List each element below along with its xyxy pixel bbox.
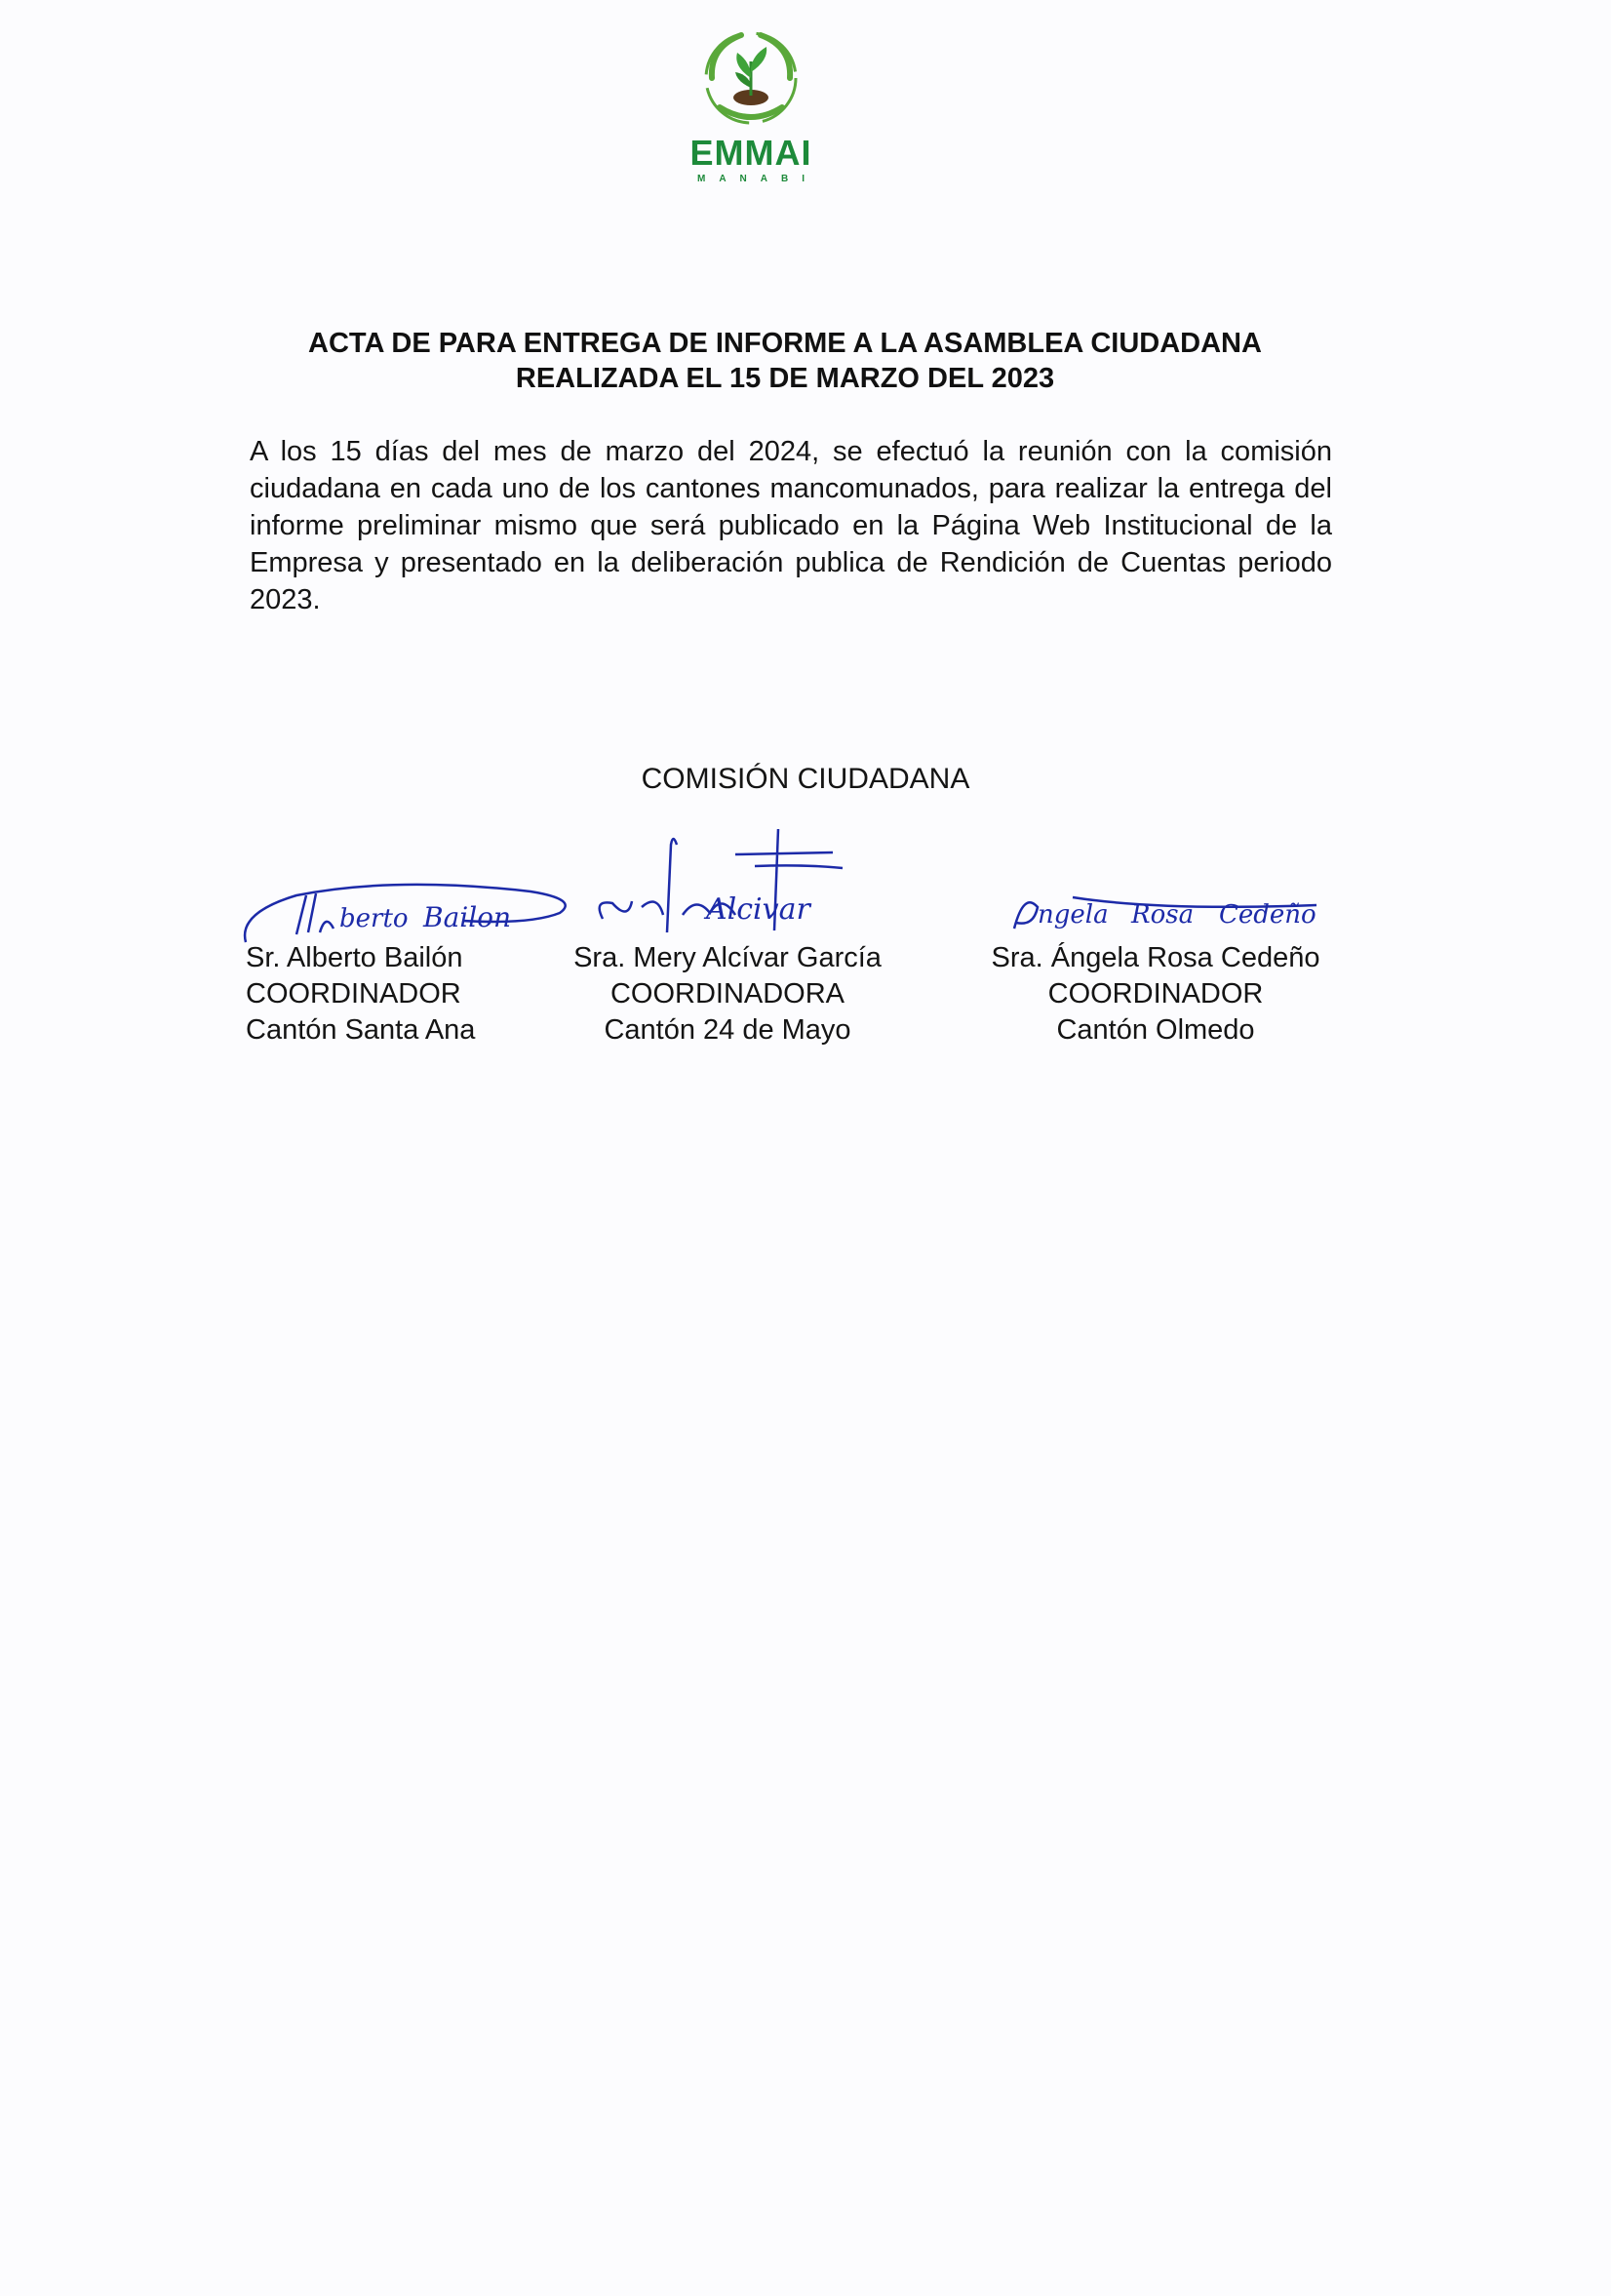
svg-text:Rosa: Rosa: [1131, 900, 1195, 930]
signer-role: COORDINADOR: [246, 978, 461, 1009]
signer-name: Sra. Ángela Rosa Cedeño: [991, 942, 1320, 973]
recycling-hands-icon: [673, 18, 829, 135]
logo-subtitle: MANABI: [697, 174, 818, 184]
emmai-logo: [673, 18, 829, 193]
committee-heading: COMISIÓN CIUDADANA: [641, 763, 970, 795]
body-paragraph: A los 15 días del mes de marzo del 2024, se efectuó la reunión con la comisión ciudadana en cada uno de los cantones mancomunados, para realizar la entrega del informe preliminar mismo que será publicado en la Página Web Institucional de la Empresa y presentado en la deliberación publica de Rendición de Cuentas periodo 2023.: [250, 436, 1332, 615]
title-line-1: ACTA DE PARA ENTREGA DE INFORME A LA ASAMBLEA CIUDADANA: [308, 328, 1262, 359]
title-line-2: REALIZADA EL 15 DE MARZO DEL 2023: [515, 363, 1055, 394]
signature-3: [1004, 878, 1346, 946]
signer-canton: Cantón 24 de Mayo: [604, 1014, 851, 1046]
svg-text:berto: berto: [339, 904, 409, 933]
svg-text:Alcivar: Alcivar: [706, 892, 810, 927]
signer-block-3: [975, 940, 1336, 1049]
signature-2: [589, 825, 872, 942]
signer-role: COORDINADORA: [609, 978, 845, 1009]
document-title: [224, 326, 1346, 396]
signer-block-2: [562, 940, 893, 1049]
logo-wordmark: EMMAI: [689, 133, 812, 173]
signer-name: Sra. Mery Alcívar García: [573, 942, 882, 973]
signer-canton: Cantón Olmedo: [1056, 1014, 1255, 1046]
signer-block-1: [246, 940, 475, 1049]
signer-role: COORDINADOR: [1047, 978, 1264, 1009]
svg-text:ngela: ngela: [1038, 900, 1109, 930]
signer-name: Sr. Alberto Bailón: [246, 942, 463, 973]
svg-text:Bailon: Bailon: [423, 901, 512, 933]
svg-text:Cedeño: Cedeño: [1219, 900, 1316, 930]
signer-canton: Cantón Santa Ana: [246, 1014, 476, 1046]
